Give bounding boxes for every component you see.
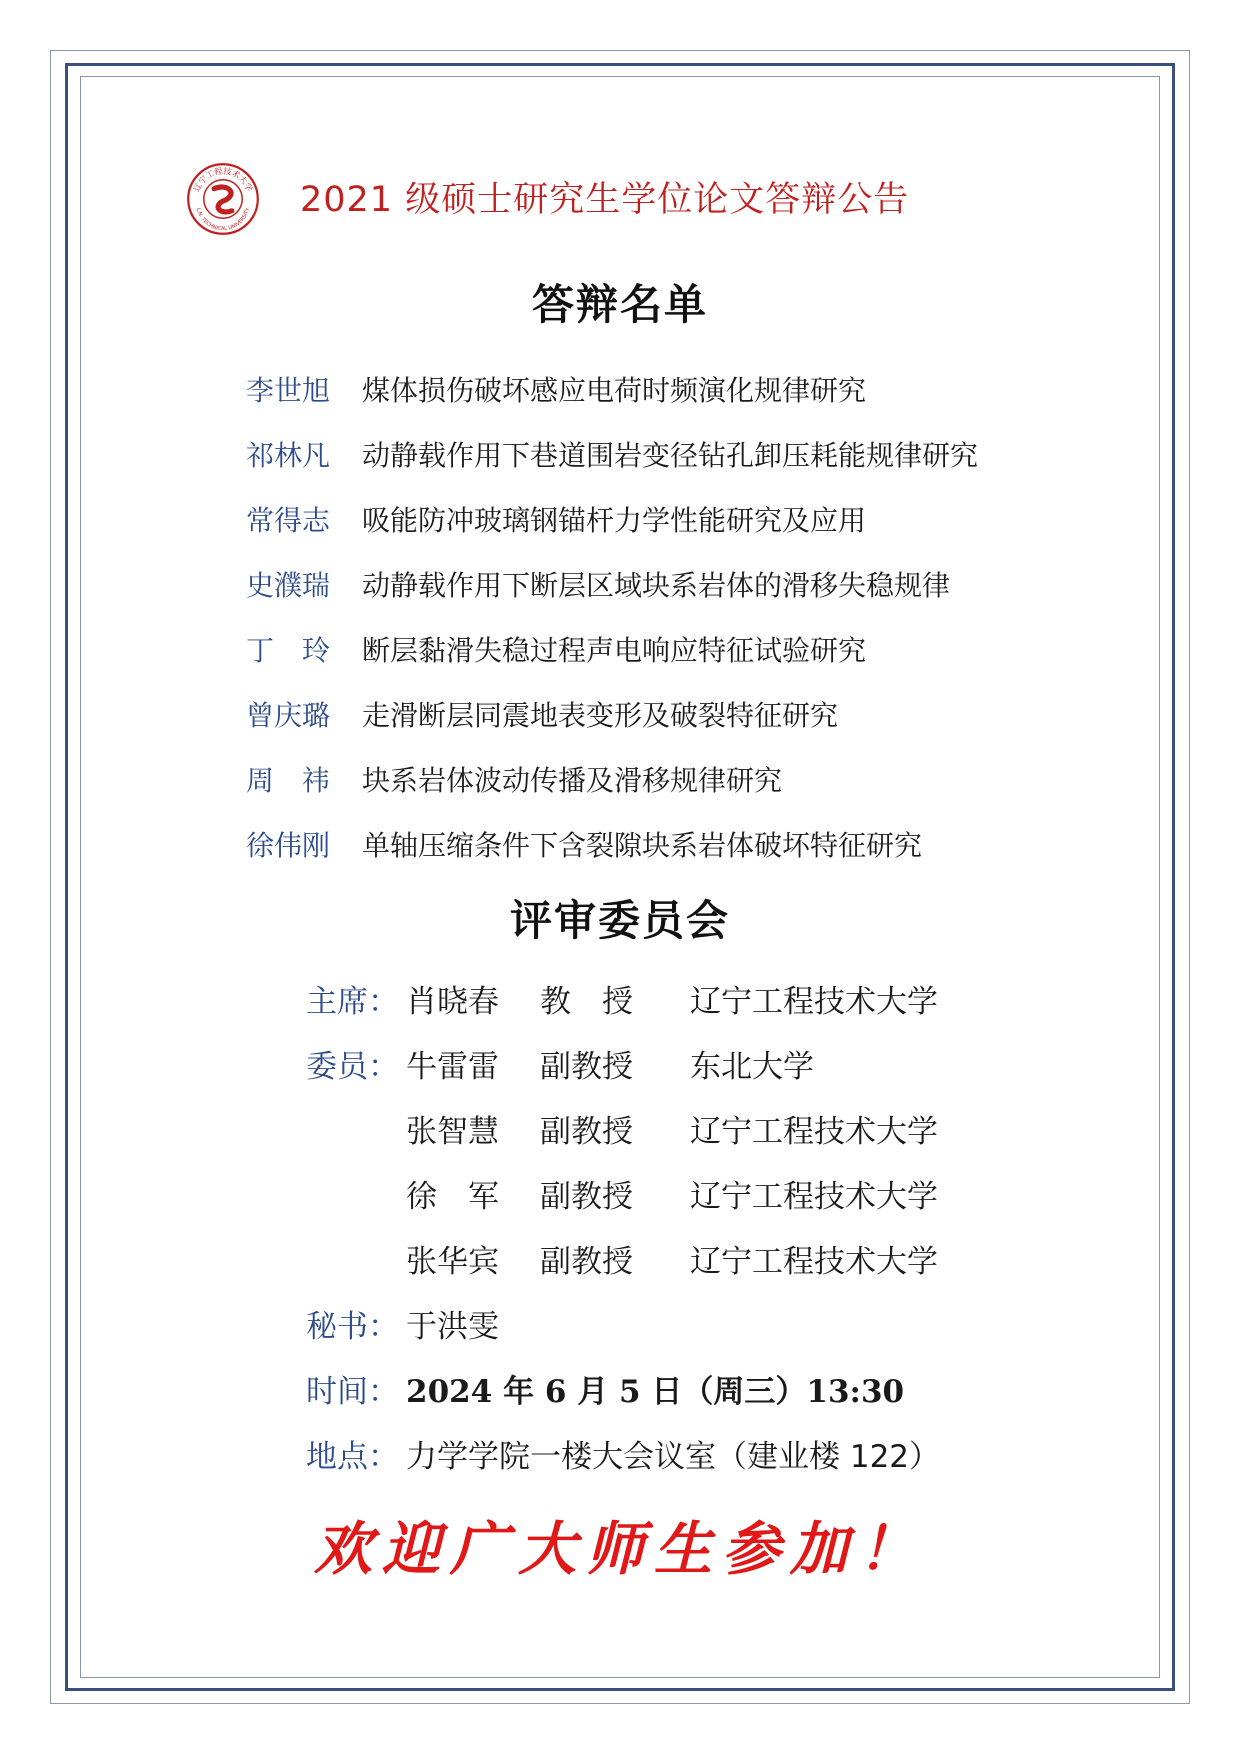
location-value: 力学学院一楼大会议室（建业楼 122）: [406, 1439, 941, 1475]
secretary-name: 于洪雯: [406, 1309, 499, 1345]
member-org: 东北大学: [690, 1049, 814, 1085]
committee-member-row: [306, 1226, 940, 1291]
member-title: 副教授: [540, 1049, 633, 1085]
thesis-title: 动静载作用下断层区域块系岩体的滑移失稳规律: [362, 568, 951, 602]
thesis-title: 吸能防冲玻璃钢锚杆力学性能研究及应用: [362, 503, 867, 537]
list-item: [246, 356, 978, 421]
chair-label: 主席：: [306, 984, 399, 1020]
member-name: 徐 军: [406, 1179, 499, 1215]
chair-name: 肖晓春: [406, 984, 499, 1020]
welcome-banner: 欢迎广大师生参加！: [313, 1515, 926, 1583]
thesis-title: 块系岩体波动传播及滑移规律研究: [362, 763, 783, 797]
list-item: [246, 681, 978, 746]
time-row: [306, 1356, 940, 1421]
student-name: 李世旭: [246, 373, 331, 407]
thesis-title: 走滑断层同震地表变形及破裂特征研究: [362, 698, 839, 732]
chair-title: 教 授: [540, 984, 633, 1020]
member-title: 副教授: [540, 1114, 633, 1150]
logo-ring-text-en: L.N. TECHNICAL UNIVERSITY: [194, 207, 252, 233]
secretary-row: [306, 1291, 940, 1356]
list-item: [246, 616, 978, 681]
defense-list: [246, 356, 978, 876]
thesis-title: 动静载作用下巷道围岩变径钻孔卸压耗能规律研究: [362, 438, 979, 472]
time-value: 2024 年 6 月 5 日（周三）13:30: [406, 1374, 905, 1410]
committee-heading: 评审委员会: [509, 896, 730, 945]
student-name: 祁林凡: [246, 438, 331, 472]
list-item: [246, 811, 978, 876]
secretary-label: 秘书：: [306, 1309, 399, 1345]
committee-list: [306, 966, 940, 1486]
member-org: 辽宁工程技术大学: [690, 1179, 938, 1215]
student-name: 徐伟刚: [246, 828, 331, 862]
committee-member-row: [306, 1161, 940, 1226]
student-name: 周 祎: [246, 763, 331, 797]
time-label: 时间：: [306, 1374, 399, 1410]
thesis-title: 煤体损伤破坏感应电荷时频演化规律研究: [362, 373, 867, 407]
list-item: [246, 421, 978, 486]
location-label: 地点：: [306, 1439, 399, 1475]
list-item: [246, 746, 978, 811]
student-name: 常得志: [246, 503, 331, 537]
list-item: [246, 551, 978, 616]
member-name: 牛雷雷: [406, 1049, 499, 1085]
list-item: [246, 486, 978, 551]
committee-chair-row: [306, 966, 940, 1031]
thesis-title: 断层黏滑失稳过程声电响应特征试验研究: [362, 633, 867, 667]
member-org: 辽宁工程技术大学: [690, 1114, 938, 1150]
announcement-title: 2021 级硕士研究生学位论文答辩公告: [300, 180, 910, 220]
logo-ring-text: 辽宁工程技术大学: [191, 165, 255, 193]
university-logo: [186, 162, 260, 236]
chair-org: 辽宁工程技术大学: [690, 984, 938, 1020]
student-name: 史濮瑞: [246, 568, 331, 602]
student-name: 丁 玲: [246, 633, 331, 667]
committee-member-row: [306, 1096, 940, 1161]
members-label: 委员：: [306, 1049, 399, 1085]
thesis-title: 单轴压缩条件下含裂隙块系岩体破坏特征研究: [362, 828, 923, 862]
member-name: 张华宾: [406, 1244, 499, 1280]
member-title: 副教授: [540, 1244, 633, 1280]
student-name: 曾庆璐: [246, 698, 331, 732]
member-title: 副教授: [540, 1179, 633, 1215]
member-name: 张智慧: [406, 1114, 499, 1150]
defense-list-heading: 答辩名单: [531, 280, 708, 329]
committee-member-row: [306, 1031, 940, 1096]
location-row: [306, 1421, 940, 1486]
member-org: 辽宁工程技术大学: [690, 1244, 938, 1280]
